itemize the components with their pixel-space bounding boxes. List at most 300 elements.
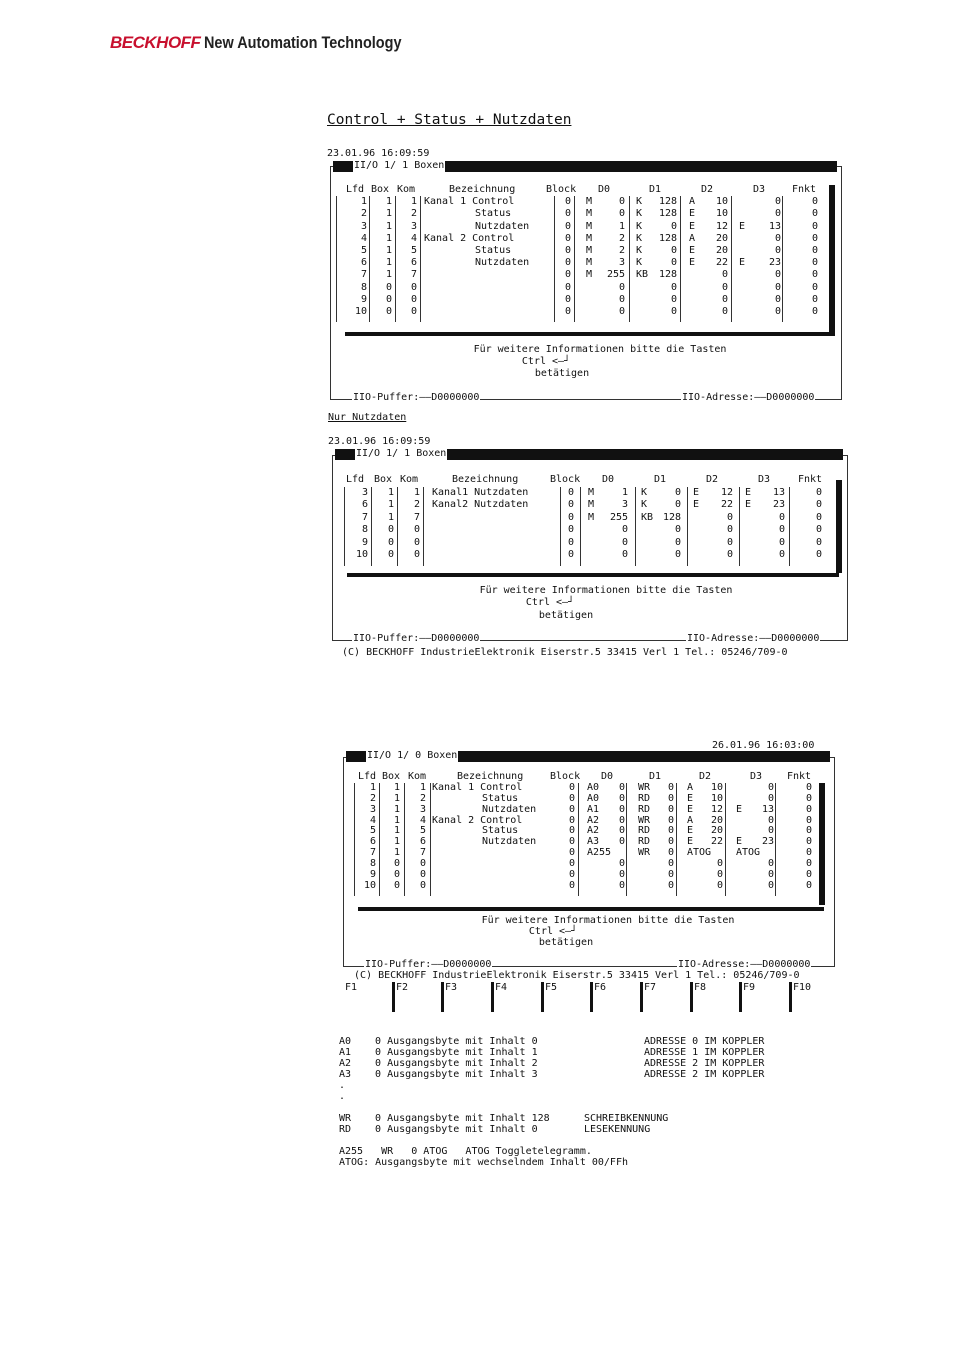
column-divider — [397, 487, 398, 566]
cell-d2v: 20 — [710, 814, 723, 826]
cell-block: 0 — [567, 499, 574, 510]
screen3-vscroll[interactable] — [819, 783, 825, 905]
legend-text: ADRESSE 1 IM KOPPLER — [644, 1047, 765, 1058]
column-divider — [782, 196, 783, 322]
table-row[interactable] — [340, 208, 830, 220]
function-key-label: F6 — [594, 982, 607, 993]
screen2-copyright: (C) BECKHOFF IndustrieElektronik Eiserstr.5 33415 Verl 1 Tel.: 05246/709-0 — [342, 647, 788, 658]
legend-text: 0 Ausgangsbyte mit Inhalt 2 — [363, 1058, 538, 1069]
cell-fnkt: 0 — [811, 305, 818, 317]
table-row[interactable] — [344, 512, 834, 525]
cell-fnkt: 0 — [811, 281, 818, 293]
screen2-puffer: IIO-Puffer:——D0000000 — [353, 633, 480, 644]
cell-d3p: E — [739, 257, 746, 269]
column-divider — [789, 487, 790, 566]
cell-d0v: 255 — [606, 269, 625, 281]
cell-d1p: WR — [638, 814, 651, 826]
cell-d0p: A1 — [587, 803, 600, 815]
cell-kom: 6 — [419, 836, 426, 848]
cell-d2v: 22 — [715, 257, 728, 269]
cell-block: 0 — [568, 836, 575, 848]
cell-box: 1 — [393, 825, 400, 837]
cell-d2p: E — [687, 825, 694, 837]
cell-d3v: 13 — [772, 486, 785, 498]
cell-d1p: K — [636, 244, 643, 256]
cell-fnkt: 0 — [805, 836, 812, 848]
cell-fnkt: 0 — [815, 536, 822, 548]
legend-text: WR — [339, 1113, 352, 1124]
cell-d1p: K — [636, 196, 643, 208]
cell-d1v: 0 — [667, 836, 674, 848]
legend-text: 0 Ausgangsbyte mit Inhalt 0 — [363, 1124, 538, 1135]
cell-d0v: 0 — [618, 208, 625, 220]
column-divider — [574, 196, 575, 322]
column-header: D1 — [649, 184, 662, 195]
cell-kom: 7 — [419, 847, 426, 859]
function-key-label: F9 — [743, 982, 756, 993]
cell-box: 1 — [385, 220, 392, 232]
table-row[interactable] — [352, 805, 822, 816]
column-header: Box — [382, 771, 401, 782]
cell-d1p: K — [636, 232, 643, 244]
column-header: D3 — [753, 184, 766, 195]
cell-fnkt: 0 — [805, 792, 812, 804]
cell-d2v: 20 — [715, 232, 728, 244]
cell-lfd: 4 — [360, 232, 367, 244]
cell-d0v: 0 — [621, 524, 628, 535]
cell-d3v: 0 — [778, 524, 785, 535]
table-row[interactable] — [344, 524, 834, 537]
cell-d3v: 0 — [767, 792, 774, 804]
cell-block: 0 — [567, 536, 574, 548]
cell-d0v: 0 — [618, 879, 625, 891]
cell-d0v: 0 — [618, 869, 625, 881]
column-divider — [379, 783, 380, 896]
screen2-vscroll[interactable] — [836, 480, 842, 573]
cell-d2v: 20 — [710, 825, 723, 837]
brand-name: BECKHOFF — [110, 33, 201, 52]
cell-d2p: E — [689, 220, 696, 232]
cell-lfd: 7 — [360, 269, 367, 281]
cell-box: 1 — [385, 232, 392, 244]
cell-d0p: A3 — [587, 836, 600, 848]
cell-d3v: 23 — [768, 257, 781, 269]
cell-d2v: 0 — [726, 511, 733, 523]
cell-d2v: 10 — [715, 196, 728, 208]
column-divider — [635, 487, 636, 566]
cell-d1p: K — [636, 220, 643, 232]
cell-kom: 0 — [410, 305, 417, 317]
cell-d1v: 128 — [658, 196, 677, 208]
cell-d0v: 0 — [618, 305, 625, 317]
screen1-adresse: IIO-Adresse:——D0000000 — [682, 392, 815, 403]
table-row[interactable] — [340, 269, 830, 281]
cell-d3v: 0 — [774, 293, 781, 305]
cell-box: 1 — [385, 208, 392, 220]
screen3-hscroll[interactable] — [358, 907, 824, 911]
cell-fnkt: 0 — [805, 781, 812, 793]
cell-d3v: 0 — [767, 879, 774, 891]
cell-d3v: 13 — [768, 220, 781, 232]
cell-d1v: 0 — [674, 486, 681, 498]
cell-block: 0 — [568, 803, 575, 815]
cell-box: 0 — [393, 858, 400, 870]
cell-lfd: 6 — [361, 499, 368, 510]
legend-text: ADRESSE 2 IM KOPPLER — [644, 1069, 765, 1080]
cell-d1v: 128 — [658, 232, 677, 244]
cell-d1p: K — [636, 257, 643, 269]
column-header: D2 — [706, 474, 719, 485]
cell-lfd: 7 — [361, 511, 368, 523]
cell-d0v: 0 — [621, 536, 628, 548]
screen2-msg1: Für weitere Informationen bitte die Tasten — [479, 585, 733, 596]
screen2-adresse: IIO-Adresse:——D0000000 — [687, 633, 820, 644]
cell-d1v: 128 — [658, 269, 677, 281]
cell-d2v: 12 — [710, 803, 723, 815]
cell-d3v: 0 — [774, 196, 781, 208]
column-divider — [420, 196, 421, 322]
cell-d1v: 0 — [670, 220, 677, 232]
cell-d1p: K — [636, 208, 643, 220]
cell-d0v: 0 — [618, 781, 625, 793]
cell-fnkt: 0 — [811, 196, 818, 208]
cell-fnkt: 0 — [815, 524, 822, 535]
screen1-title-bar — [333, 161, 837, 172]
cell-d0v: 0 — [618, 825, 625, 837]
cell-lfd: 9 — [361, 536, 368, 548]
cell-fnkt: 0 — [815, 511, 822, 523]
cell-d2v: 0 — [716, 869, 723, 881]
cell-kom: 3 — [410, 220, 417, 232]
table-row[interactable] — [340, 282, 830, 294]
section-title: Control + Status + Nutzdaten — [327, 112, 572, 128]
cell-d0p: M — [586, 244, 593, 256]
cell-d3v: 0 — [767, 858, 774, 870]
column-header: Lfd — [346, 474, 365, 485]
cell-bez: Nutzdaten — [482, 836, 537, 848]
table-row[interactable] — [352, 881, 822, 892]
cell-lfd: 9 — [360, 293, 367, 305]
cell-d0v: 0 — [618, 293, 625, 305]
screen3-adresse: IIO-Adresse:——D0000000 — [678, 959, 811, 970]
cell-lfd: 7 — [369, 847, 376, 859]
cell-d3v: 0 — [767, 825, 774, 837]
screen1-hscroll[interactable] — [345, 332, 835, 336]
cell-kom: 5 — [410, 244, 417, 256]
table-row[interactable] — [340, 306, 830, 318]
cell-d1p: K — [641, 486, 648, 498]
column-divider — [580, 487, 581, 566]
cell-d0p: M — [588, 511, 595, 523]
table-row[interactable] — [344, 549, 834, 562]
column-header: Bezeichnung — [452, 474, 519, 485]
cell-block: 0 — [568, 858, 575, 870]
table-row[interactable] — [340, 294, 830, 306]
cell-block: 0 — [564, 220, 571, 232]
cell-d2v: 0 — [721, 269, 728, 281]
cell-d0v: 0 — [618, 281, 625, 293]
cell-kom: 5 — [419, 825, 426, 837]
column-divider — [371, 487, 372, 566]
cell-box: 1 — [387, 499, 394, 510]
function-key-divider — [789, 982, 792, 1012]
cell-kom: 2 — [413, 499, 420, 510]
cell-d1p: KB — [641, 511, 654, 523]
cell-kom: 1 — [419, 781, 426, 793]
screen1-msg2: Ctrl <—┘ — [521, 356, 571, 367]
cell-d0p: M — [588, 486, 595, 498]
function-key-label: F10 — [793, 982, 812, 993]
cell-d3p: E — [736, 803, 743, 815]
cell-block: 0 — [567, 549, 574, 560]
cell-fnkt: 0 — [805, 858, 812, 870]
column-header: Bezeichnung — [457, 771, 524, 782]
legend-text: . — [339, 1091, 346, 1102]
cell-d1v: 0 — [670, 244, 677, 256]
cell-d1p: RD — [638, 792, 651, 804]
cell-lfd: 8 — [369, 858, 376, 870]
cell-fnkt: 0 — [805, 879, 812, 891]
function-key-divider — [590, 982, 593, 1012]
cell-d1v: 0 — [674, 499, 681, 510]
cell-d2p: A — [687, 781, 694, 793]
cell-lfd: 3 — [369, 803, 376, 815]
table-row[interactable] — [340, 196, 830, 208]
cell-lfd: 6 — [360, 257, 367, 269]
column-divider — [731, 196, 732, 322]
cell-block: 0 — [564, 196, 571, 208]
cell-box: 1 — [385, 269, 392, 281]
cell-d1v: 0 — [667, 814, 674, 826]
cell-kom: 6 — [410, 257, 417, 269]
cell-kom: 0 — [419, 879, 426, 891]
cell-d1v: 0 — [667, 879, 674, 891]
legend-text: ADRESSE 0 IM KOPPLER — [644, 1036, 765, 1047]
cell-bez: Kanal 2 Control — [424, 232, 515, 244]
screen2-hscroll[interactable] — [347, 573, 839, 577]
cell-d3v: 0 — [774, 232, 781, 244]
cell-kom: 2 — [410, 208, 417, 220]
cell-d3v: 0 — [778, 511, 785, 523]
cell-d3v: 0 — [767, 781, 774, 793]
function-key-label: F1 — [345, 982, 358, 993]
cell-d3v: 0 — [774, 208, 781, 220]
screen2-title-bar — [335, 449, 843, 460]
cell-fnkt: 0 — [805, 847, 812, 859]
cell-d3v: 0 — [774, 281, 781, 293]
cell-d0p: A0 — [587, 781, 600, 793]
cell-d3v: 0 — [778, 549, 785, 560]
cell-d2v: 22 — [710, 836, 723, 848]
cell-d1p: RD — [638, 825, 651, 837]
screen3-title: II/O 1/ 0 Boxen — [367, 750, 458, 761]
cell-d2p: E — [687, 803, 694, 815]
cell-d1v: 0 — [670, 305, 677, 317]
cell-box: 0 — [385, 293, 392, 305]
column-divider — [354, 783, 355, 896]
cell-d2v: 10 — [715, 208, 728, 220]
cell-bez: Status — [475, 208, 512, 220]
cell-fnkt: 0 — [811, 257, 818, 269]
cell-d1p: RD — [638, 836, 651, 848]
screen2-timestamp: 23.01.96 16:09:59 — [328, 436, 431, 447]
cell-d1p: RD — [638, 803, 651, 815]
column-divider — [775, 783, 776, 896]
column-header: Box — [371, 184, 390, 195]
cell-d3p: E — [739, 220, 746, 232]
cell-lfd: 1 — [369, 781, 376, 793]
screen3-msg3: betätigen — [538, 937, 594, 948]
legend-text: A255 WR 0 ATOG ATOG Toggletelegramm. — [339, 1146, 592, 1157]
screen3-timestamp: 26.01.96 16:03:00 — [712, 740, 815, 751]
cell-lfd: 1 — [360, 196, 367, 208]
cell-d0v: 1 — [621, 486, 628, 498]
legend-text: 0 Ausgangsbyte mit Inhalt 3 — [363, 1069, 538, 1080]
cell-box: 1 — [387, 511, 394, 523]
cell-kom: 0 — [413, 536, 420, 548]
cell-box: 1 — [385, 257, 392, 269]
screen1-msg3: betätigen — [534, 368, 590, 379]
cell-lfd: 2 — [369, 792, 376, 804]
cell-box: 1 — [393, 792, 400, 804]
function-key-divider — [541, 982, 544, 1012]
cell-kom: 0 — [413, 524, 420, 535]
cell-d0v: 0 — [621, 549, 628, 560]
cell-box: 0 — [393, 879, 400, 891]
cell-d0v: 1 — [618, 220, 625, 232]
cell-kom: 2 — [419, 792, 426, 804]
cell-block: 0 — [564, 244, 571, 256]
column-header: D2 — [699, 771, 712, 782]
cell-box: 1 — [393, 803, 400, 815]
column-header: Block — [550, 474, 581, 485]
cell-block: 0 — [564, 305, 571, 317]
cell-d0v: 2 — [618, 244, 625, 256]
table-row[interactable] — [344, 499, 834, 512]
cell-box: 0 — [385, 281, 392, 293]
cell-d2p: E — [687, 836, 694, 848]
column-header: D3 — [750, 771, 763, 782]
table-row[interactable] — [340, 233, 830, 245]
function-key-divider — [392, 982, 395, 1012]
cell-block: 0 — [568, 879, 575, 891]
cell-d1v: 128 — [662, 511, 681, 523]
cell-d2p: E — [687, 792, 694, 804]
screen1-timestamp: 23.01.96 16:09:59 — [327, 148, 430, 159]
cell-d2v: 12 — [720, 486, 733, 498]
cell-lfd: 10 — [355, 549, 368, 560]
cell-d0v: 3 — [618, 257, 625, 269]
cell-lfd: 8 — [361, 524, 368, 535]
brand-tagline: New Automation Technology — [204, 33, 402, 52]
cell-d0p: M — [586, 196, 593, 208]
cell-bez: Kanal 1 Control — [424, 196, 515, 208]
cell-d1v: 128 — [658, 208, 677, 220]
cell-d1v: 0 — [667, 847, 674, 859]
cell-d1p: KB — [636, 269, 649, 281]
column-header: Bezeichnung — [449, 184, 516, 195]
cell-fnkt: 0 — [805, 825, 812, 837]
cell-block: 0 — [564, 257, 571, 269]
cell-d1v: 0 — [670, 293, 677, 305]
cell-d1p: K — [641, 499, 648, 510]
cell-d3p: E — [745, 486, 752, 498]
column-divider — [369, 196, 370, 322]
cell-fnkt: 0 — [805, 803, 812, 815]
cell-d0v: 3 — [621, 499, 628, 510]
cell-d0p: M — [586, 269, 593, 281]
cell-kom: 0 — [410, 293, 417, 305]
column-header: Kom — [408, 771, 427, 782]
cell-bez: Nutzdaten — [475, 220, 530, 232]
cell-box: 1 — [393, 836, 400, 848]
table-row[interactable] — [340, 257, 830, 269]
cell-bez: Nutzdaten — [475, 257, 530, 269]
cell-block: 0 — [564, 281, 571, 293]
cell-d0v: 2 — [618, 232, 625, 244]
cell-d3v: 0 — [774, 305, 781, 317]
column-header: Kom — [400, 474, 419, 485]
cell-block: 0 — [564, 269, 571, 281]
column-header: D3 — [758, 474, 771, 485]
subtitle-nur-nutzdaten: Nur Nutzdaten — [328, 412, 407, 423]
cell-fnkt: 0 — [815, 549, 822, 560]
cell-fnkt: 0 — [811, 208, 818, 220]
cell-box: 1 — [393, 847, 400, 859]
cell-bez: Kanal 1 Control — [432, 781, 523, 793]
cell-d0v: 255 — [609, 511, 628, 523]
screen3-table — [352, 772, 822, 892]
column-header: Box — [374, 474, 393, 485]
column-header: Block — [546, 184, 577, 195]
cell-d1v: 0 — [674, 524, 681, 535]
cell-d2p: E — [689, 257, 696, 269]
table-row[interactable] — [340, 245, 830, 257]
column-header: Kom — [397, 184, 416, 195]
function-key-label: F7 — [644, 982, 657, 993]
cell-lfd: 9 — [369, 869, 376, 881]
screen3-msg1: Für weitere Informationen bitte die Tasten — [481, 915, 735, 926]
cell-d2v: 12 — [715, 220, 728, 232]
function-key-divider — [441, 982, 444, 1012]
cell-fnkt: 0 — [811, 244, 818, 256]
cell-box: 1 — [393, 814, 400, 826]
cell-fnkt: 0 — [811, 232, 818, 244]
column-divider — [423, 487, 424, 566]
cell-box: 0 — [387, 536, 394, 548]
cell-d2p: ATOG — [687, 847, 712, 859]
table-row[interactable] — [344, 487, 834, 500]
cell-d1v: 0 — [667, 869, 674, 881]
cell-d1p: WR — [638, 847, 651, 859]
cell-d2v: 0 — [721, 305, 728, 317]
cell-box: 1 — [385, 196, 392, 208]
table-row[interactable] — [344, 537, 834, 550]
cell-d0p: M — [586, 208, 593, 220]
cell-d0p: M — [586, 220, 593, 232]
column-divider — [578, 783, 579, 896]
cell-box: 0 — [393, 869, 400, 881]
column-divider — [395, 196, 396, 322]
cell-box: 0 — [387, 549, 394, 560]
cell-d2p: E — [689, 208, 696, 220]
cell-box: 1 — [385, 244, 392, 256]
table-row[interactable] — [340, 221, 830, 233]
cell-bez: Kanal2 Nutzdaten — [432, 499, 529, 510]
cell-kom: 0 — [413, 549, 420, 560]
screen1-vscroll[interactable] — [829, 185, 835, 333]
cell-d3v: 0 — [778, 536, 785, 548]
